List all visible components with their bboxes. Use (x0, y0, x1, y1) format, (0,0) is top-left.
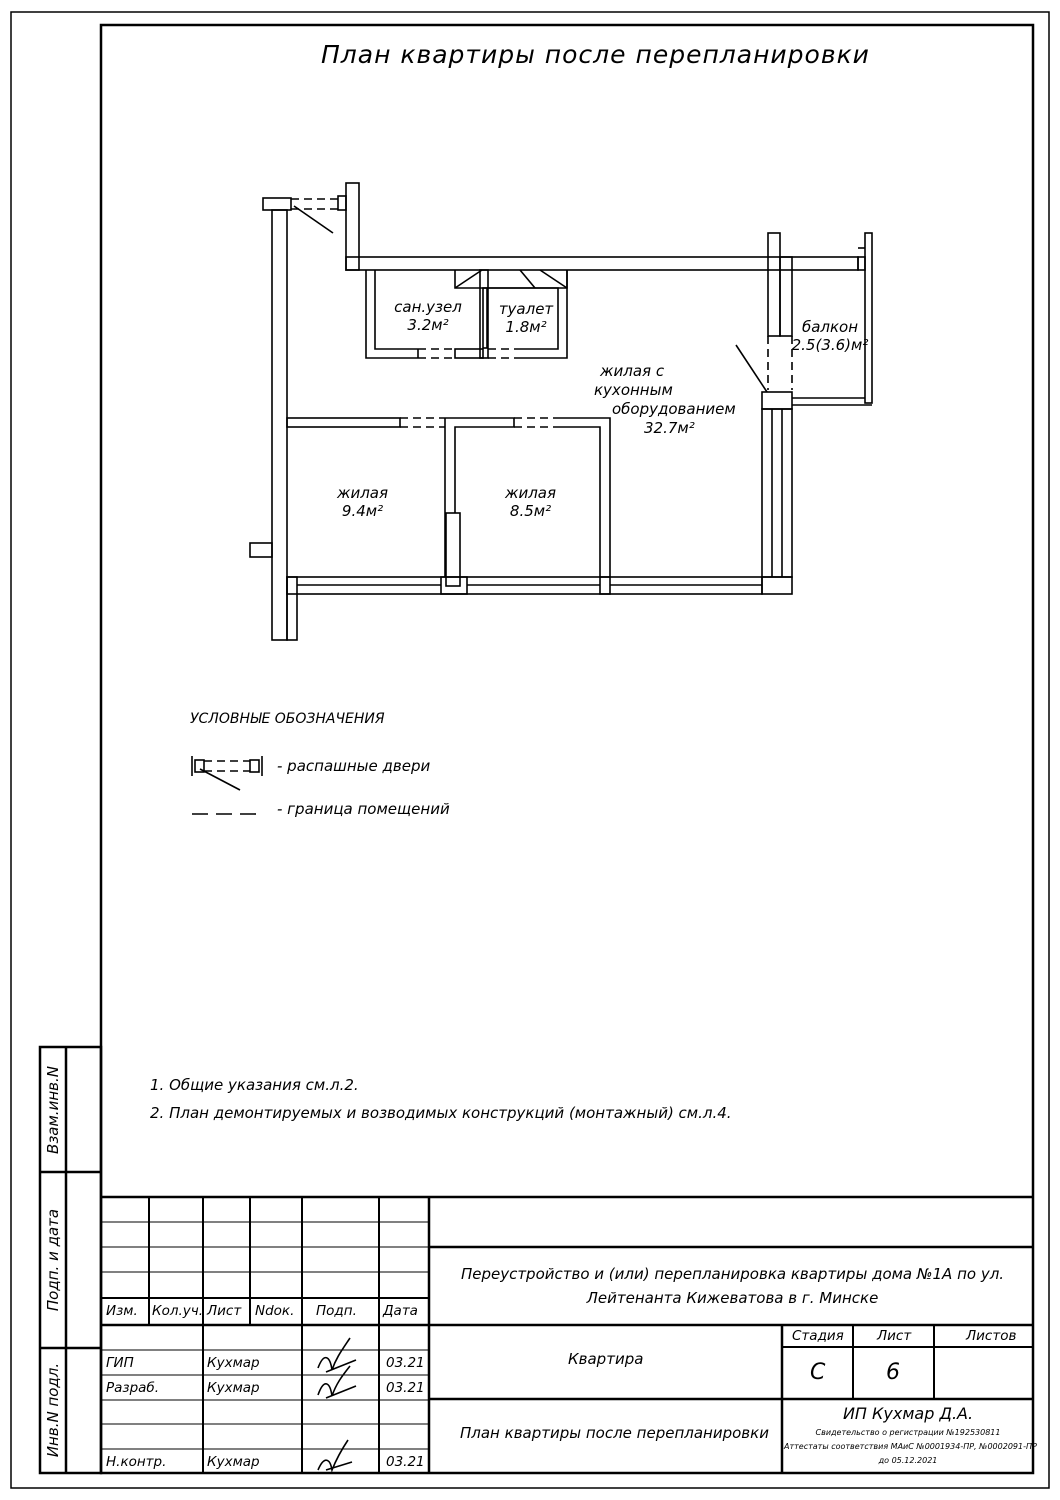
tb-header-izm: Изм. (106, 1303, 138, 1319)
room-living-1-area: 9.4м² (341, 502, 384, 520)
room-balcony (790, 318, 870, 354)
tb-company: ИП Кухмар Д.А. (842, 1404, 974, 1423)
side-stamp-inv: Инв.N подл. (44, 1362, 62, 1458)
wall-top (346, 257, 858, 270)
legend-symbols (192, 756, 264, 814)
room-living-2-area: 8.5м² (509, 502, 552, 520)
tb-cert-3: до 05.12.2021 (878, 1456, 938, 1465)
legend-boundary-label: - граница помещений (277, 800, 450, 818)
signature-2 (318, 1366, 356, 1398)
tb-header-list: Лист (207, 1303, 242, 1319)
wall-cap-top (263, 198, 291, 210)
room-living-kitchen-area: 32.7м² (644, 419, 695, 437)
tb-row-nkontr-role: Н.контр. (106, 1454, 167, 1470)
room-living-2-name: жилая (504, 484, 557, 502)
tb-row-gip-role: ГИП (106, 1355, 134, 1371)
note-1: 1. Общие указания см.л.2. (150, 1076, 359, 1094)
legend-heading: УСЛОВНЫЕ ОБОЗНАЧЕНИЯ (190, 711, 385, 727)
room-sanuzel-name: сан.узел (394, 298, 462, 316)
room-living-1-name: жилая (336, 484, 389, 502)
floor-plan (250, 183, 872, 640)
tb-cert-1: Свидетельство о регистрации №192530811 (815, 1428, 1001, 1437)
tb-header-ndok: Ndoк. (255, 1303, 295, 1319)
tb-sheets-label: Листов (966, 1328, 1017, 1344)
tb-sheet-title: План квартиры после перепланировки (460, 1424, 769, 1442)
inner-frame (101, 25, 1037, 1473)
room-toilet-area: 1.8м² (505, 318, 547, 336)
legend-doors-label: - распашные двери (277, 757, 431, 775)
tb-row-nkontr-date: 03.21 (386, 1454, 425, 1470)
room-toilet (490, 300, 562, 336)
side-stamp-podp: Подп. и дата (44, 1208, 62, 1312)
tb-row-nkontr-name: Кухмар (207, 1454, 260, 1470)
tb-header-podp: Подп. (316, 1303, 357, 1319)
room-toilet-name: туалет (498, 300, 554, 318)
tb-row-gip-name: Кухмар (207, 1355, 260, 1371)
tb-row-razrab-date: 03.21 (386, 1380, 425, 1396)
room-living-kitchen-line2: кухонным (594, 381, 673, 399)
room-sanuzel (378, 298, 478, 334)
tb-row-razrab-name: Кухмар (207, 1380, 260, 1396)
tb-object: Квартира (568, 1350, 644, 1368)
room-balcony-area: 2.5(3.6)м² (791, 336, 869, 354)
room-living-kitchen-line3: оборудованием (612, 400, 736, 418)
tb-stage-value: С (810, 1360, 826, 1385)
room-living-2 (488, 484, 573, 520)
signature-3 (318, 1440, 352, 1470)
tb-sheet-value: 6 (886, 1360, 900, 1385)
room-balcony-name: балкон (801, 318, 859, 336)
signature-marks (318, 1338, 356, 1470)
wall-left (272, 210, 287, 640)
room-living-1 (320, 484, 405, 520)
tb-header-koluch: Кол.уч. (152, 1303, 204, 1319)
tb-row-razrab-role: Разраб. (106, 1380, 160, 1396)
tb-cert-2: Аттестаты соответствия МАиС №0001934-ПР, №0002091-ПР (784, 1442, 1037, 1451)
tb-row-gip-date: 03.21 (386, 1355, 425, 1371)
room-sanuzel-area: 3.2м² (407, 316, 449, 334)
room-living-kitchen (588, 362, 738, 438)
side-stamp-vzam: Взам.инв.N (44, 1066, 62, 1154)
tb-project-title: Переустройство и (или) перепланировка квартиры дома №1А по ул. Лейтенанта Кижеватова в г. Минске (460, 1265, 1005, 1307)
page-title: План квартиры после перепланировки (321, 40, 870, 69)
tb-sheet-label: Лист (877, 1328, 912, 1344)
tb-header-data: Дата (383, 1303, 418, 1319)
note-2: 2. План демонтируемых и возводимых конструкций (монтажный) см.л.4. (150, 1104, 732, 1122)
tb-stage-label: Стадия (792, 1328, 844, 1344)
room-living-kitchen-line1: жилая с (600, 362, 665, 380)
